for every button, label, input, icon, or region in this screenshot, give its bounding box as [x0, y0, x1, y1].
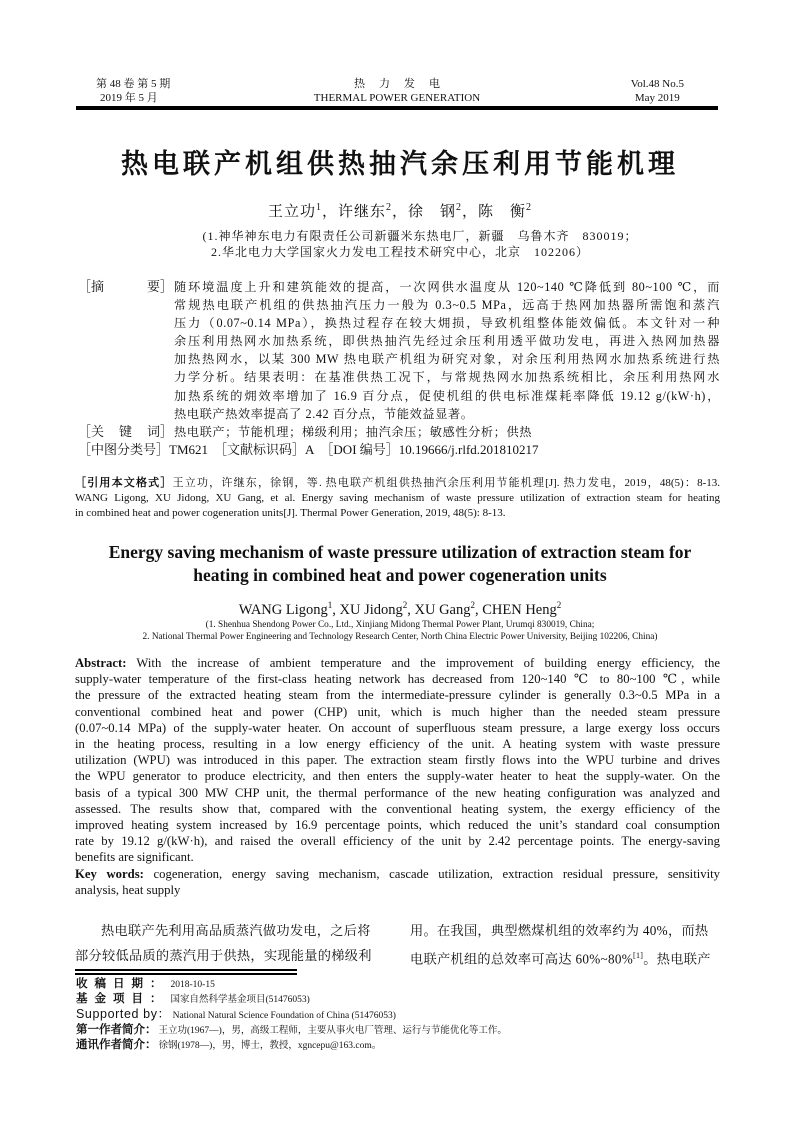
text-line: (0.07~0.14 MPa) of the supply-water heater. On account of superfluous steam pressure, a large exergy loss occurs: [75, 720, 720, 735]
author-affil-sup: 1: [327, 600, 333, 610]
footnote-value: National Natural Science Foundation of China (51476053): [172, 1010, 396, 1021]
text-line: supply-water temperature of the first-class heating network has decreased from 120~140 ℃ to 80~100 ℃, while: [75, 672, 720, 687]
keywords-en: [75, 866, 720, 882]
abstract-cn-label: [78, 278, 174, 423]
abstract-cn: [78, 278, 720, 423]
doi-value: 10.19666/j.rlfd.201810217: [398, 441, 539, 457]
label-part: 要］: [146, 279, 173, 294]
footnote-first-author: [76, 1023, 676, 1038]
authors-en: [70, 600, 730, 619]
separator: ,: [332, 601, 340, 618]
footnote-fund: [76, 992, 676, 1007]
journal-name-en: THERMAL POWER GENERATION: [313, 92, 481, 104]
author-name-en: XU Jidong: [339, 601, 403, 618]
author-affil-sup: 2: [470, 600, 475, 610]
classification-row: [78, 441, 720, 459]
text-line: the pressure of the extracted heating steam from the intermediate-pressure cylinder is generally 0.3~0.5 MPa in a: [75, 688, 720, 703]
author-name: 陈 衡: [478, 204, 527, 220]
affiliation-cn-2: 2.华北电力大学国家火力发电工程技术研究中心，北京 102206）: [210, 245, 589, 259]
text-line: 加热热网水，以某 300 MW 热电联产机组为研究对象，对余压利用热网水加热系统进行热: [174, 352, 720, 367]
keywords-cn-text: 热电联产；节能机理；梯级利用；抽汽余压；敏感性分析；供热: [174, 424, 533, 439]
author-name-en: CHEN Heng: [482, 601, 557, 618]
citation-block: [75, 476, 720, 521]
text-line: analysis, heat supply: [75, 882, 181, 897]
paper-title-en: [70, 541, 730, 587]
footnote-value: 国家自然科学基金项目(51476053): [170, 995, 310, 1006]
running-header: [76, 77, 718, 107]
text-line: conventional combined heat and power (CHP) unit, which is much higher than the needed steam pressure: [75, 704, 720, 719]
footnote-supported-by: [76, 1008, 676, 1023]
author-affil-sup: 2: [526, 202, 533, 213]
affiliation-en-2: 2. National Thermal Power Engineering and Technology Research Center, North China Electric Power University, Beijing 102206, China): [142, 632, 658, 642]
citation-cn: [75, 476, 720, 491]
affiliation-cn-1: (1.神华神东电力有限责任公司新疆米东热电厂，新疆 乌鲁木齐 830019；: [202, 229, 638, 243]
text-line: improved heating system increased by 16.9 percentage points, which reduced the unit’s standard coal consumption: [75, 818, 720, 833]
label-part: ［摘: [78, 279, 105, 294]
clc-label: ［中图分类号］: [78, 441, 170, 457]
date-en: May 2019: [634, 92, 680, 104]
abstract-en-block: [75, 655, 720, 898]
text-line: 加热系统的㶲效率增加了 16.9 百分点，促使机组的供电标准煤耗率降低 19.12 g/(kW·h)，: [174, 388, 720, 403]
author-affil-sup: 2: [385, 202, 392, 213]
citation-label: ［引用本文格式］: [75, 477, 173, 489]
paper-title-cn: 热电联产机组供热抽汽余压利用节能机理: [121, 149, 679, 180]
author-affil-sup: 2: [402, 600, 408, 610]
body-line: 用。在我国，典型燃煤机组的效率约为 40%，而热: [410, 923, 709, 938]
header-right: [631, 77, 684, 105]
body-line: [410, 943, 720, 971]
title-en-line: heating in combined heat and power cogeneration units: [193, 565, 607, 585]
body-line: 部分较低品质的蒸汽用于供热，实现能量的梯级利: [75, 948, 372, 963]
footnote-key: Supported by：: [76, 1006, 171, 1021]
text-line: basis of a typical 300 MW CHP unit, the thermal performance of the new heating configuration was analyzed and: [75, 785, 720, 800]
author-name: 许继东: [337, 204, 386, 220]
footnote-rule: [75, 973, 297, 975]
separator: ,: [474, 601, 483, 618]
footnote-key: 基金项目：: [76, 991, 169, 1006]
author-affil-sup: 1: [315, 202, 322, 213]
keywords-cn: [78, 423, 720, 441]
text-line: benefits are significant.: [75, 850, 194, 865]
header-center: [76, 77, 718, 105]
body-column-left: [75, 918, 385, 968]
doc-code-label: ［文献标识码］: [214, 441, 306, 457]
author-name-en: XU Gang: [414, 601, 471, 618]
text-line: [75, 655, 720, 671]
journal-name-cn: 热力发电: [354, 78, 454, 90]
footnote-received: [76, 977, 676, 992]
abstract-en-text: With the increase of ambient temperature and the improvement of building energy efficiency, the: [126, 656, 720, 670]
affiliation-en-1: (1. Shenhua Shendong Power Co., Ltd., Xinjiang Midong Thermal Power Plant, Urumqi 830019, China;: [205, 620, 595, 630]
date-cn: 2019 年 5 月: [100, 92, 158, 104]
text-line: 热电联产热效率提高了 2.42 百分点，节能效益显著。: [174, 406, 474, 421]
body-line: 热电联产先利用高品质蒸汽做功发电，之后将: [101, 923, 371, 938]
abstract-en-label: Abstract:: [75, 656, 127, 670]
reference-link[interactable]: [1]: [633, 951, 644, 960]
doi-label: ［DOI 编号］: [320, 441, 399, 457]
label-part: ［关: [78, 423, 105, 439]
authors-cn: 王立功$^1$，许继东$^2$，徐 钢$^2$，陈 衡$^2$: [267, 202, 533, 220]
footnote-value: 2018-10-15: [170, 980, 215, 990]
footnotes: [76, 977, 676, 1053]
abstract-cn-text: [174, 278, 720, 423]
text-line: 力学分析。结果表明：在基准供热工况下，与常规热网水加热系统相比，余压利用热网水: [174, 370, 720, 385]
text-line: assessed. The results show that, compared with the conventional heating system, the exergy efficiency of the: [75, 801, 720, 816]
label-part: 键: [118, 423, 132, 439]
text-line: rate by 19.12 g/(kW·h), and raised the overall efficiency of the unit by 2.42 percentage points. The energy-saving: [75, 834, 720, 849]
footnote-key: 收稿日期：: [76, 976, 169, 990]
text-line: 压力（0.07~0.14 MPa），换热过程存在较大㶲损，导致机组整体能效偏低。本文针对一种: [174, 316, 720, 331]
footnote-corresponding-author: [76, 1038, 676, 1053]
keywords-en-label: Key words:: [75, 866, 144, 881]
text-line: 随环境温度上升和建筑能效的提高，一次网供水温度从 120~140 ℃降低到 80~100 ℃，而: [174, 280, 720, 294]
volume-issue-cn: 第 48 卷 第 5 期: [96, 78, 171, 90]
abstract-cn-block: [78, 278, 720, 459]
author-affil-sup: 2: [556, 600, 562, 610]
doc-code-value: A: [305, 441, 315, 457]
author-name-en: WANG Ligong: [238, 601, 328, 618]
keywords-en-text: cogeneration, energy saving mechanism, cascade utilization, extraction residual pressure, sensitivity: [143, 866, 720, 881]
header-rule: [76, 106, 718, 110]
footnote-value: 王立功(1967—)，男，高级工程师，主要从事火电厂管理、运行与节能优化等工作。: [158, 1025, 507, 1036]
text-line: the WPU generator to produce electricity, and then enters the supply-water heater to heat the supply-water. On the: [75, 769, 720, 784]
text-line: 余压利用热网水加热系统，即供热抽汽先经过余压利用透平做功发电，再进入热网加热器: [174, 334, 720, 349]
footnote-key: 第一作者简介：: [76, 1021, 157, 1036]
footnote-key: 通讯作者简介：: [76, 1037, 157, 1052]
volume-issue-en: Vol.48 No.5: [630, 78, 684, 90]
body-text: 。热电联产: [643, 951, 711, 967]
footnote-value: 徐钢(1978—)，男，博士，教授，xgncepu@163.com。: [158, 1041, 382, 1052]
citation-cn-text: 王立功，许继东，徐钢，等. 热电联产机组供热抽汽余压利用节能机理[J]. 热力发电，2019，48(5)：8-13.: [172, 477, 721, 489]
title-en-line: Energy saving mechanism of waste pressure utilization of extraction steam for: [108, 542, 692, 562]
citation-en-line: WANG Ligong, XU Jidong, XU Gang, et al. Energy saving mechanism of waste pressure utilization of extraction steam for heating: [75, 492, 720, 504]
footnote-rule: [75, 969, 297, 971]
separator: ,: [407, 601, 415, 618]
author-affil-sup: 2: [456, 202, 463, 213]
text-line: in the heating process, resulting in a low energy efficiency of the unit. A heating system with waste pressure: [75, 737, 720, 752]
text-line: 常规热电联产机组的供热抽汽压力一般为 0.3~0.5 MPa，远高于热网加热器所需饱和蒸汽: [174, 298, 720, 313]
author-name: 王立功: [267, 204, 316, 220]
body-column-right: [410, 918, 720, 971]
clc-value: TM621: [169, 441, 209, 457]
keywords-cn-label: [78, 423, 174, 441]
body-text: 电联产机组的总效率可高达 60%~80%: [410, 951, 634, 967]
text-line: utilization (WPU) was introduced in this paper. The extraction steam firstly flows into the WPU turbine and drives: [75, 753, 720, 768]
citation-en-line: in combined heat and power cogeneration units[J]. Thermal Power Generation, 2019, 48(5): 8-13.: [75, 507, 506, 519]
author-name: 徐 钢: [408, 204, 457, 220]
label-part: 词］: [146, 423, 173, 439]
